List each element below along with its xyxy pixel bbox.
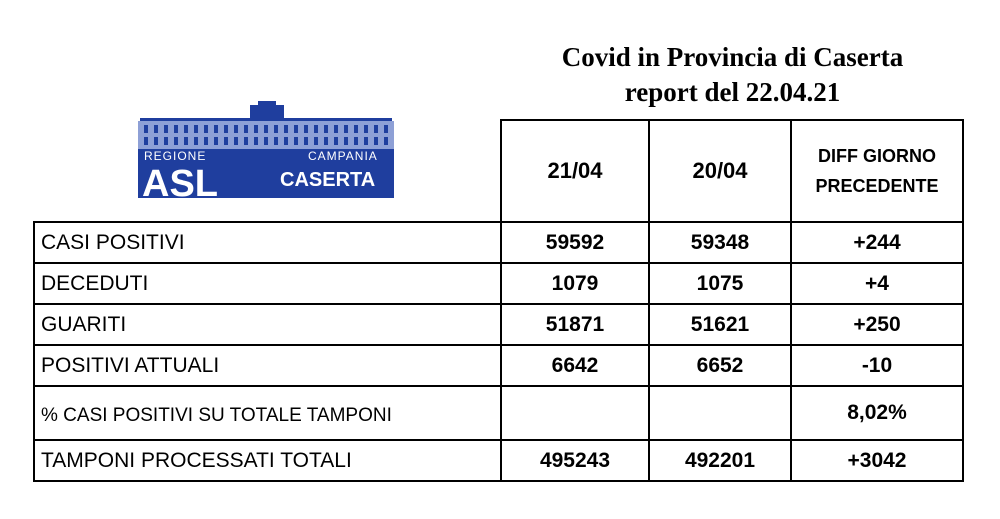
logo-regione-text: REGIONE [144, 149, 207, 163]
column-header-date2: 20/04 [649, 120, 791, 222]
value-diff: -10 [791, 345, 963, 386]
table-row [34, 386, 963, 440]
value-date1: 59592 [501, 222, 649, 263]
table-row [34, 222, 963, 263]
report-date: report del 22.04.21 [624, 77, 841, 107]
table-row [34, 345, 963, 386]
value-date2: 1075 [649, 263, 791, 304]
value-diff: +244 [791, 222, 963, 263]
value-diff: +3042 [791, 440, 963, 481]
column-header-date1: 21/04 [501, 120, 649, 222]
table-header-row [34, 120, 963, 222]
column-header-diff-line1: DIFF GIORNO [818, 146, 936, 166]
row-label: CASI POSITIVI [34, 222, 501, 263]
logo-campania-text: CAMPANIA [308, 149, 378, 163]
column-header-diff-line2: PRECEDENTE [815, 176, 939, 196]
value-date1 [501, 386, 649, 440]
report-title: Covid in Provincia di Caserta [561, 42, 904, 72]
covid-report-table [33, 119, 964, 482]
value-date2: 51621 [649, 304, 791, 345]
value-date1: 495243 [501, 440, 649, 481]
value-date1: 1079 [501, 263, 649, 304]
row-label: TAMPONI PROCESSATI TOTALI [34, 440, 501, 481]
value-date2: 6652 [649, 345, 791, 386]
row-label: GUARITI [34, 304, 501, 345]
value-diff: +250 [791, 304, 963, 345]
row-label: POSITIVI ATTUALI [34, 345, 501, 386]
table-row [34, 263, 963, 304]
column-header-diff [791, 120, 963, 222]
logo-asl-text: ASL [142, 163, 218, 200]
row-label: DECEDUTI [34, 263, 501, 304]
value-diff: 8,02% [791, 386, 963, 440]
value-date2: 59348 [649, 222, 791, 263]
value-date2 [649, 386, 791, 440]
row-label: % CASI POSITIVI SU TOTALE TAMPONI [34, 386, 501, 440]
table-row [34, 440, 963, 481]
header-blank-cell [34, 120, 501, 222]
value-date2: 492201 [649, 440, 791, 481]
value-date1: 6642 [501, 345, 649, 386]
logo-caserta-text: CASERTA [280, 169, 376, 191]
table-row [34, 304, 963, 345]
value-diff: +4 [791, 263, 963, 304]
value-date1: 51871 [501, 304, 649, 345]
